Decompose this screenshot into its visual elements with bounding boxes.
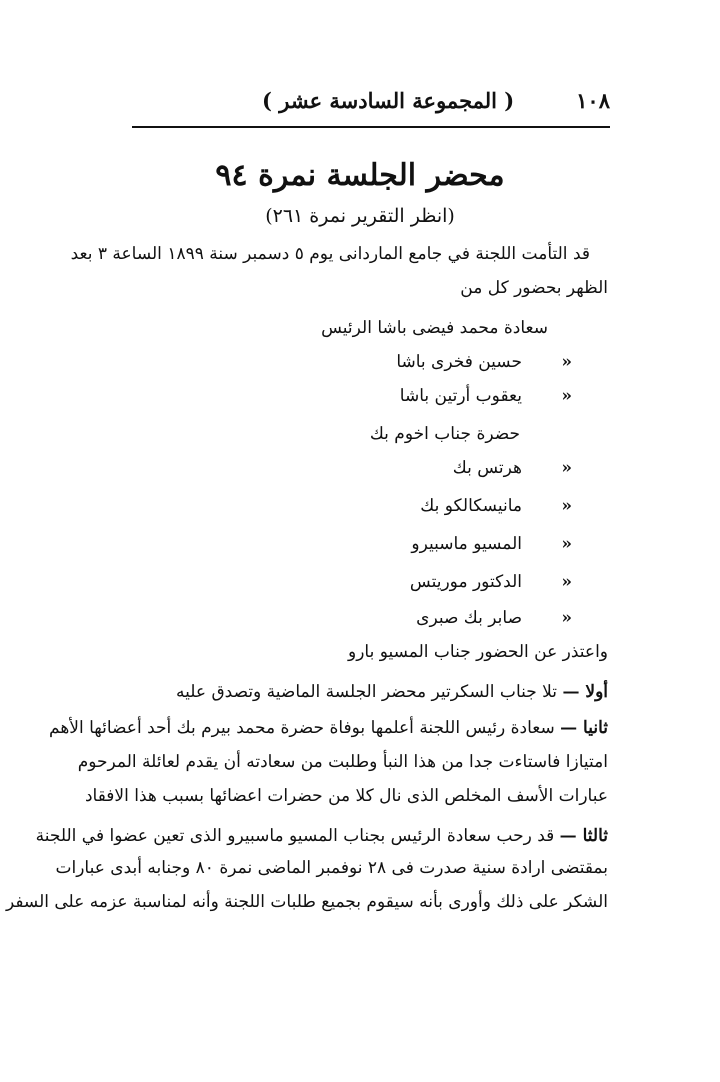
ditto-mark: «: [561, 496, 572, 516]
attendee-name: حسين فخرى باشا: [396, 352, 522, 372]
attendee-name: يعقوب أرتين باشا: [399, 386, 522, 406]
intro-line-1: قد التأمت اللجنة في جامع الماردانى يوم ٥ دسمبر سنة ١٨٩٩ الساعة ٣ بعد: [70, 244, 590, 264]
item-first-line: [176, 682, 608, 702]
attendee-member: [410, 572, 572, 592]
page-number: ١٠٨: [576, 88, 610, 113]
item-line: عبارات الأسف المخلص الذى نال كلا من حضرات اعضائها بسبب هذا الافقاد: [84, 786, 608, 806]
item-lead: أولا —: [562, 682, 608, 702]
running-title: ( المجموعة السادسة عشر ): [262, 88, 515, 113]
attendee-name: الدكتور موريتس: [409, 572, 522, 592]
attendee-member: [420, 496, 572, 516]
attendee-member: [411, 534, 572, 554]
item-text: تلا جناب السكرتير محضر الجلسة الماضية وتصدق عليه: [176, 682, 558, 702]
attendee-name: المسيو ماسبيرو: [411, 534, 522, 554]
attendee-member: [453, 458, 572, 478]
intro-line-2: الظهر بحضور كل من: [460, 278, 608, 298]
session-subtitle: (انظر التقرير نمرة ٢٦١): [265, 205, 455, 227]
ditto-mark: «: [561, 534, 572, 554]
ditto-mark: «: [561, 572, 572, 592]
attendee-name: مانيسكالكو بك: [420, 496, 522, 516]
attendee-president: سعادة محمد فيضى باشا الرئيس: [321, 318, 548, 338]
item-text: قد رحب سعادة الرئيس بجناب المسيو ماسبيرو الذى تعين عضوا في اللجنة: [35, 826, 555, 846]
session-title: محضر الجلسة نمرة ٩٤: [215, 158, 505, 193]
attendee-member: [400, 386, 572, 406]
item-lead: ثالثا —: [559, 826, 608, 846]
attendee-member: [416, 608, 572, 628]
attendee-subgroup-label: حضرة جناب اخوم بك: [369, 424, 520, 444]
ditto-mark: «: [561, 386, 572, 406]
item-text: سعادة رئيس اللجنة أعلمها بوفاة حضرة محمد بيرم بك أحد أعضائها الأهم: [49, 718, 555, 738]
apology-line: واعتذر عن الحضور جناب المسيو بارو: [347, 642, 608, 662]
ditto-mark: «: [561, 608, 572, 628]
ditto-mark: «: [561, 458, 572, 478]
item-lead: ثانيا —: [560, 718, 608, 738]
ditto-mark: «: [561, 352, 572, 372]
item-first-line: [36, 826, 608, 846]
item-line: امتيازا فاستاءت جدا من هذا النبأ وطلبت من سعادته أن يقدم لعائلة المرحوم: [77, 752, 608, 772]
item-line: الشكر على ذلك وأورى بأنه سيقوم بجميع طلبات اللجنة وأنه لمناسبة عزمه على السفر: [5, 892, 608, 912]
header-rule: [132, 126, 610, 128]
item-first-line: [49, 718, 608, 738]
attendee-name: هرتس بك: [452, 458, 522, 478]
attendee-member: [396, 352, 572, 372]
attendee-name: صابر بك صبرى: [416, 608, 522, 628]
item-line: بمقتضى ارادة سنية صدرت فى ٢٨ نوفمبر الماضى نمرة ٨٠ وجنابه أبدى عبارات: [55, 858, 608, 878]
